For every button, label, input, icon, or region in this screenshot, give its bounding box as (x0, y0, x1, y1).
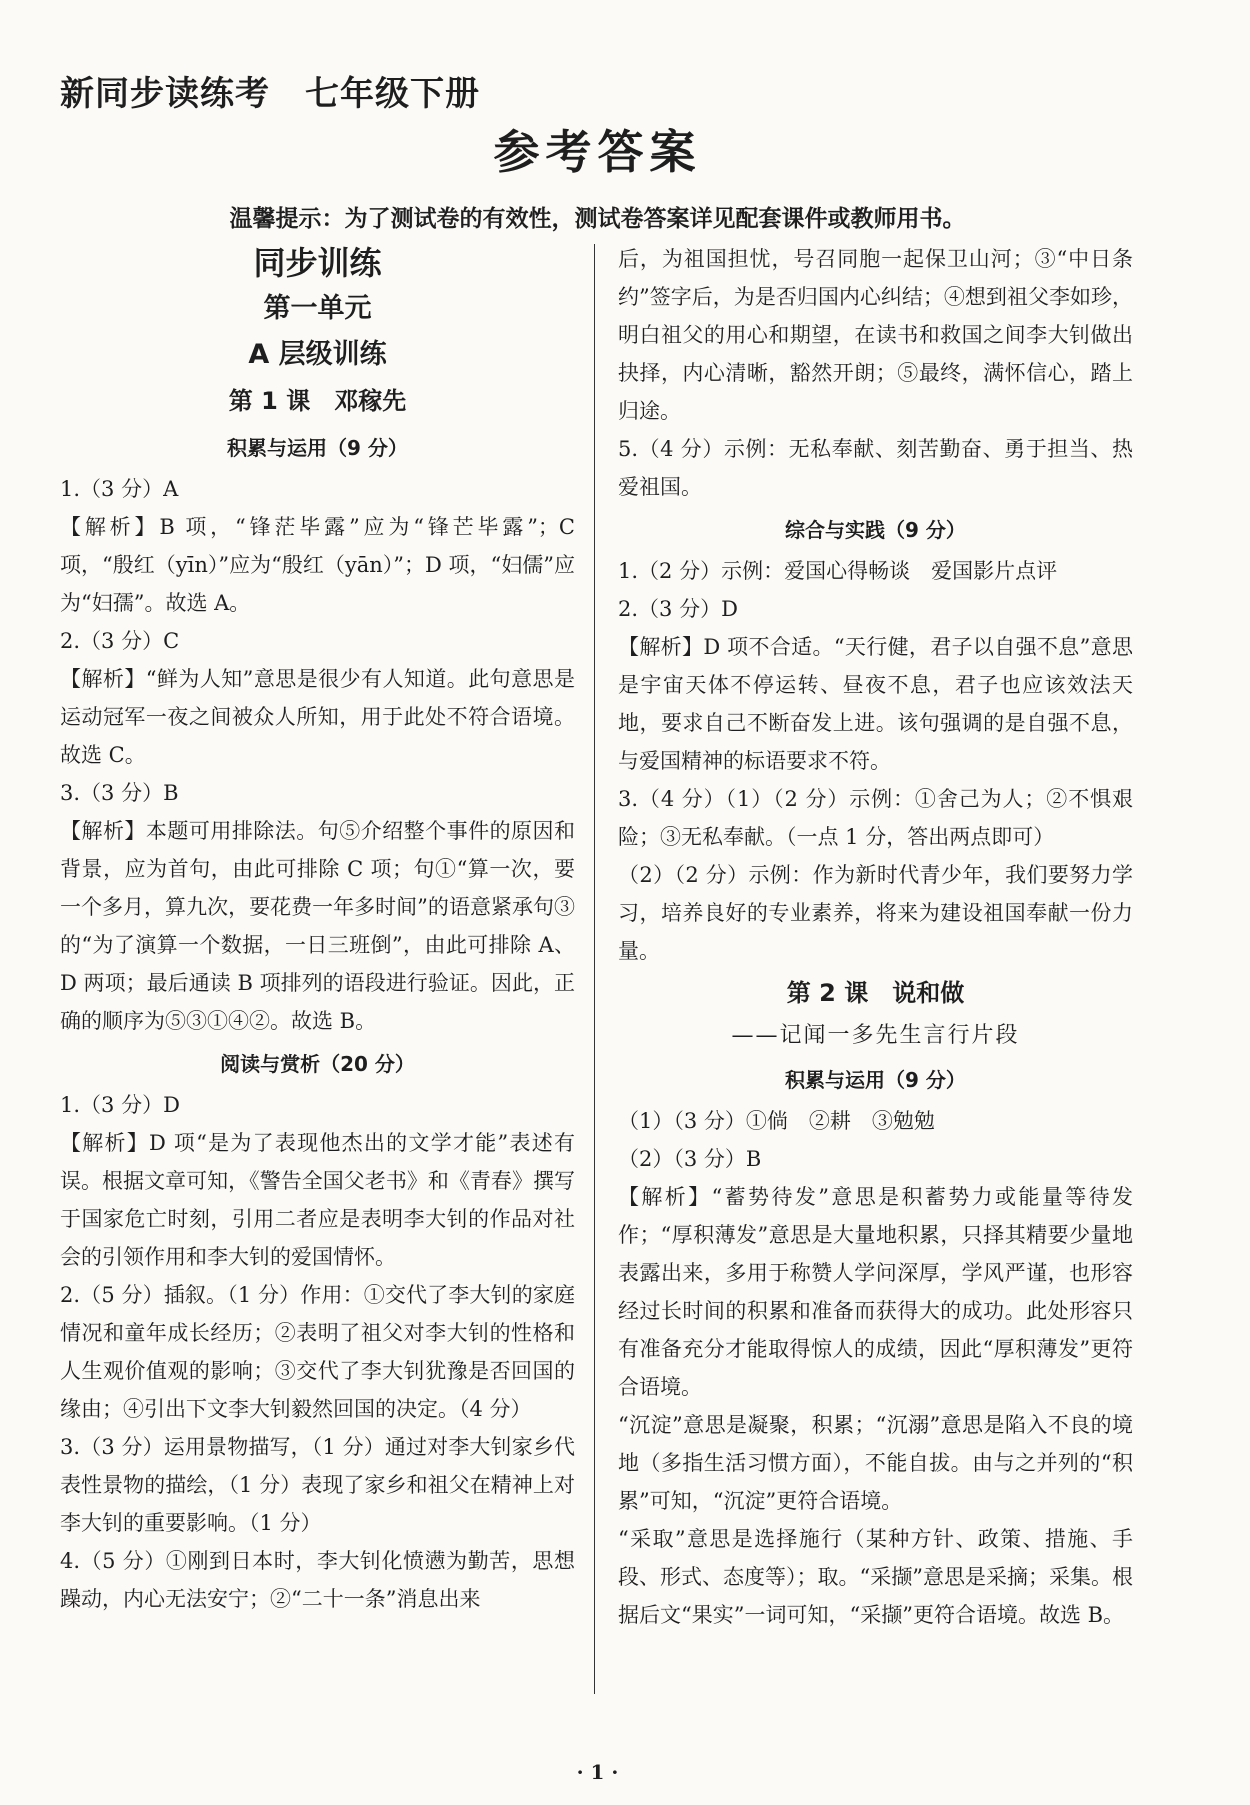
answer-paragraph: 后，为祖国担忧，号召同胞一起保卫山河；③“中日条约”签字后，为是否归国内心纠结；④想到祖父李如珍，明白祖父的用心和期望，在读书和救国之间李大钊做出抉择，内心清晰，豁然开朗；⑤最终，满怀信心，踏上归途。 (618, 247, 1133, 423)
section-title: 同步训练 (253, 244, 382, 282)
answer-line: 1.（3 分）A (60, 477, 179, 501)
left-column (60, 240, 575, 1618)
answer-line: 1.（3 分）D (60, 1093, 180, 1117)
analysis-paragraph: “采取”意思是选择施行（某种方针、政策、措施、手段、形式、态度等）；取。“采撷”意思是采摘；采集。根据后文“果实”一词可知，“采撷”更符合语境。故选 B。 (618, 1527, 1133, 1627)
book-title: 新同步读练考 七年级下册 (60, 74, 480, 114)
answer-paragraph: （2）（2 分）示例：作为新时代青少年，我们要努力学习，培养良好的专业素养，将来为建设祖国奉献一份力量。 (618, 863, 1133, 963)
answer-paragraph: 3.（3 分）运用景物描写，（1 分）通过对李大钊家乡代表性景物的描绘，（1 分）表现了家乡和祖父在精神上对李大钊的重要影响。（1 分） (60, 1435, 575, 1535)
answer-line: 1.（2 分）示例：爱国心得畅谈 爱国影片点评 (618, 559, 1058, 583)
analysis-paragraph: 【解析】“鲜为人知”意思是很少有人知道。此句意思是运动冠军一夜之间被众人所知，用于此处不符合语境。故选 C。 (60, 667, 575, 767)
notice-text: 温馨提示：为了测试卷的有效性，测试卷答案详见配套课件或教师用书。 (229, 206, 966, 232)
analysis-paragraph: 【解析】“蓄势待发”意思是积蓄势力或能量等待发作；“厚积薄发”意思是大量地积累，只择其精要少量地表露出来，多用于称赞人学问深厚，学风严谨，也形容经过长时间的积累和准备而获得大的成功。此处形容只有准备充分才能取得惊人的成绩，因此“厚积薄发”更符合语境。 (618, 1185, 1133, 1399)
analysis-paragraph: “沉淀”意思是凝聚，积累；“沉溺”意思是陷入不良的境地（多指生活习惯方面），不能自拔。由与之并列的“积累”可知，“沉淀”更符合语境。 (618, 1413, 1133, 1513)
analysis-paragraph: 【解析】本题可用排除法。句⑤介绍整个事件的原因和背景，应为首句，由此可排除 C 项；句①“算一次，要一个多月，算九次，要花费一年多时间”的语意紧承句③的“为了演算一个数据，一日三班倒”，由此可排除 A、D 两项；最后通读 B 项排列的语段进行验证。因此，正确的顺序为⑤③①④②。故选 B。 (60, 819, 575, 1033)
lesson-title: 第 1 课 邓稼先 (228, 387, 407, 415)
lesson-title: 第 2 课 说和做 (786, 979, 965, 1007)
lesson-subtitle: ——记闻一多先生言行片段 (731, 1023, 1020, 1048)
subsection-title: 阅读与赏析（20 分） (220, 1052, 415, 1076)
answer-line: （2）（3 分）B (618, 1147, 762, 1171)
page-number: · 1 · (576, 1760, 619, 1784)
answer-line: 2.（3 分）C (60, 629, 180, 653)
answer-line: 2.（3 分）D (618, 597, 738, 621)
answer-line: （1）（3 分）①倘 ②耕 ③勉勉 (618, 1109, 935, 1133)
right-column (618, 240, 1133, 1634)
answer-line: 3.（3 分）B (60, 781, 179, 805)
analysis-paragraph: 【解析】B 项，“锋茫毕露”应为“锋芒毕露”；C 项，“殷红（yīn）”应为“殷红（yān）”；D 项，“妇儒”应为“妇孺”。故选 A。 (60, 515, 575, 615)
answer-paragraph: 4.（5 分）①刚到日本时，李大钊化愤懑为勤苦，思想躁动，内心无法安宁；②“二十一条”消息出来 (60, 1549, 575, 1611)
subsection-title: 综合与实践（9 分） (785, 518, 966, 542)
analysis-paragraph: 【解析】D 项不合适。“天行健，君子以自强不息”意思是宇宙天体不停运转、昼夜不息，君子也应该效法天地，要求自己不断奋发上进。该句强调的是自强不息，与爱国精神的标语要求不符。 (618, 635, 1133, 773)
answer-paragraph: 5.（4 分）示例：无私奉献、刻苦勤奋、勇于担当、热爱祖国。 (618, 437, 1133, 499)
column-divider (594, 244, 595, 1694)
answer-paragraph: 2.（5 分）插叙。（1 分）作用：①交代了李大钊的家庭情况和童年成长经历；②表明了祖父对李大钊的性格和人生观价值观的影响；③交代了李大钊犹豫是否回国的缘由；④引出下文李大钊毅然回国的决定。（4 分） (60, 1283, 575, 1421)
subsection-title: 积累与运用（9 分） (227, 436, 408, 460)
unit-title: 第一单元 (263, 293, 372, 324)
answer-paragraph: 3.（4 分）（1）（2 分）示例：①舍己为人；②不惧艰险；③无私奉献。（一点 1 分，答出两点即可） (618, 787, 1133, 849)
level-title: A 层级训练 (248, 339, 387, 370)
analysis-paragraph: 【解析】D 项“是为了表现他杰出的文学才能”表述有误。根据文章可知，《警告全国父老书》和《青春》撰写于国家危亡时刻，引用二者应是表明李大钊的作品对社会的引领作用和李大钊的爱国情怀。 (60, 1131, 575, 1269)
subsection-title: 积累与运用（9 分） (785, 1068, 966, 1092)
page-title: 参考答案 (493, 125, 702, 179)
